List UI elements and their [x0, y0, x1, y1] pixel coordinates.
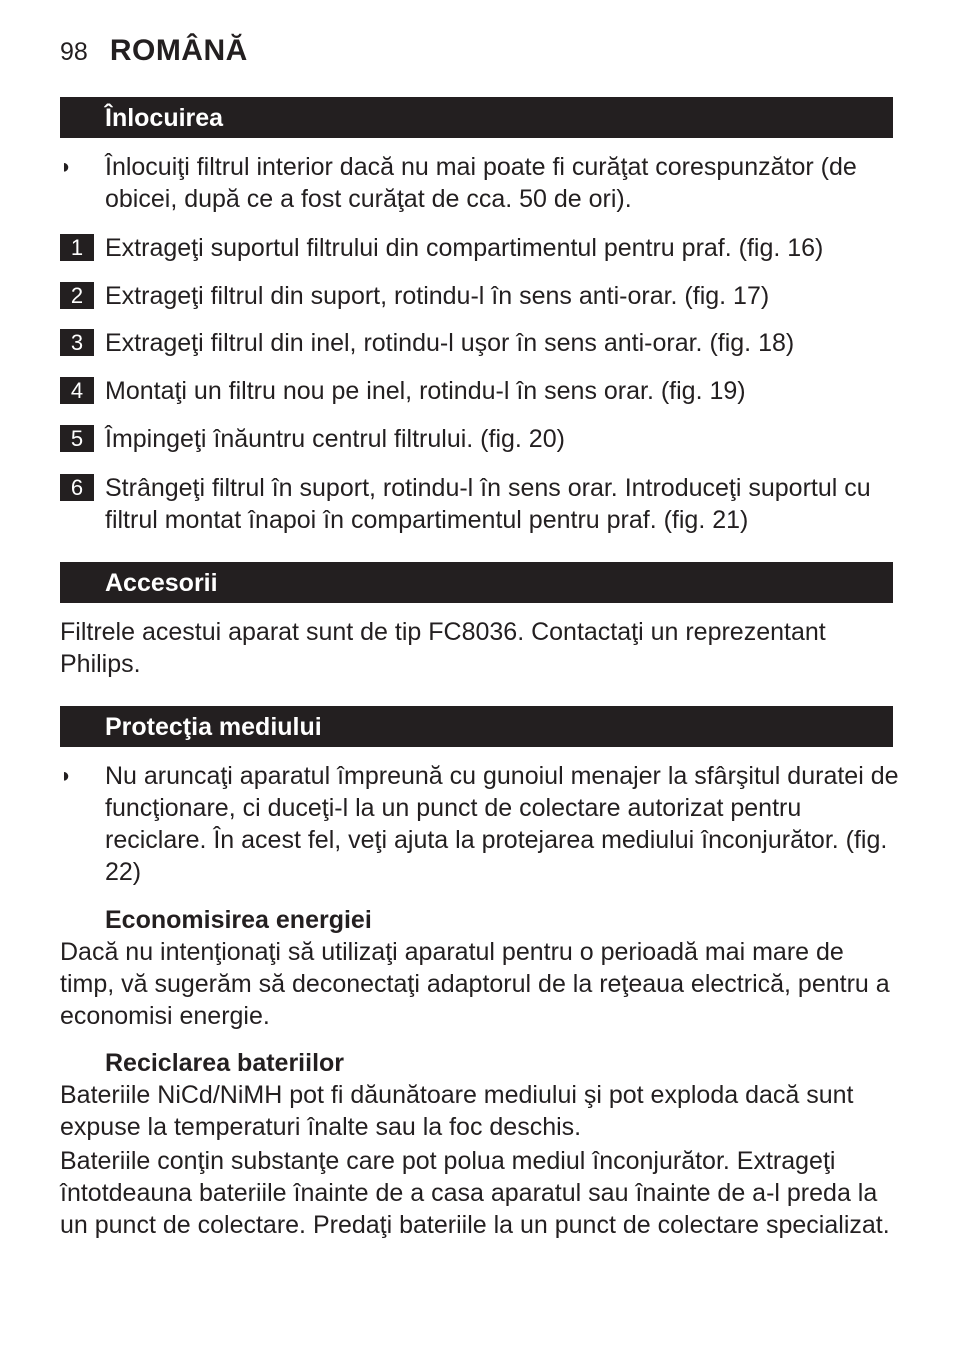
section-heading-replace: Înlocuirea: [60, 97, 893, 138]
subheading-energy: Economisirea energiei: [105, 906, 372, 934]
step-number: 3: [60, 329, 94, 356]
step-item-5: [60, 423, 910, 455]
bullet-item: [60, 151, 900, 215]
step-item-3: [60, 327, 910, 359]
subheading-batteries: Reciclarea bateriilor: [105, 1049, 345, 1077]
energy-paragraph: Dacă nu intenţionaţi să utilizaţi aparatul pentru o perioadă mai mare de timp, vă sugerăm să deconectaţi adaptorul de la reţeaua electrică, pentru a economisi energie.: [60, 938, 890, 1030]
section-heading-environment: Protecţia mediului: [60, 706, 893, 747]
step-number: 4: [60, 377, 94, 404]
step-number: 2: [60, 282, 94, 309]
page-number: 98: [60, 38, 88, 66]
step-text: Extrageţi filtrul din suport, rotindu-l în sens anti-orar. (fig. 17): [105, 282, 770, 310]
step-item-4: [60, 375, 910, 407]
step-item-1: [60, 232, 910, 264]
step-text: Extrageţi suportul filtrului din compartimentul pentru praf. (fig. 16): [105, 234, 824, 262]
step-text: Extrageţi filtrul din inel, rotindu-l uşor în sens anti-orar. (fig. 18): [105, 329, 795, 357]
page-language-title: ROMÂNĂ: [109, 34, 248, 67]
step-text: Montaţi un filtru nou pe inel, rotindu-l în sens orar. (fig. 19): [105, 377, 746, 405]
accessories-paragraph: Filtrele acestui aparat sunt de tip FC8036. Contactaţi un reprezentant Philips.: [60, 618, 826, 678]
step-number: 5: [60, 425, 94, 452]
step-item-6: [60, 472, 910, 536]
bullet-text: Nu aruncaţi aparatul împreună cu gunoiul menajer la sfârşitul duratei de funcţionare, ci duceţi-l la un punct de colectare autorizat pentru reciclare. În acest fel, veţi ajuta la protejarea mediului înconjurător. (fig. 22): [105, 762, 899, 886]
page-header: [60, 34, 248, 74]
bullet-arrow-icon: ◗: [60, 156, 73, 178]
step-number: 6: [60, 474, 94, 501]
step-text: Împingeţi înăuntru centrul filtrului. (fig. 20): [105, 425, 565, 453]
battery-paragraph-2: Bateriile conţin substanţe care pot polua mediul înconjurător. Extrageţi întotdeauna bateriile înainte de a casa aparatul sau înainte de a-l preda la un punct de colectare. Predaţi bateriile la un punct de colectare specializat.: [60, 1147, 890, 1239]
step-number: 1: [60, 234, 94, 261]
bullet-item: [60, 760, 900, 888]
bullet-text: Înlocuiţi filtrul interior dacă nu mai poate fi curăţat corespunzător (de obicei, după ce a fost curăţat de cca. 50 de ori).: [105, 153, 857, 213]
bullet-arrow-icon: ◗: [60, 765, 73, 787]
step-text: Strângeţi filtrul în suport, rotindu-l în sens orar. Introduceţi suportul cu filtrul montat înapoi în compartimentul pentru praf. (fig. 21): [105, 474, 871, 534]
section-heading-accessories: Accesorii: [60, 562, 893, 603]
battery-paragraph-1: Bateriile NiCd/NiMH pot fi dăunătoare mediului şi pot exploda dacă sunt expuse la temperaturi înalte sau la foc deschis.: [60, 1081, 854, 1141]
step-item-2: [60, 280, 910, 312]
